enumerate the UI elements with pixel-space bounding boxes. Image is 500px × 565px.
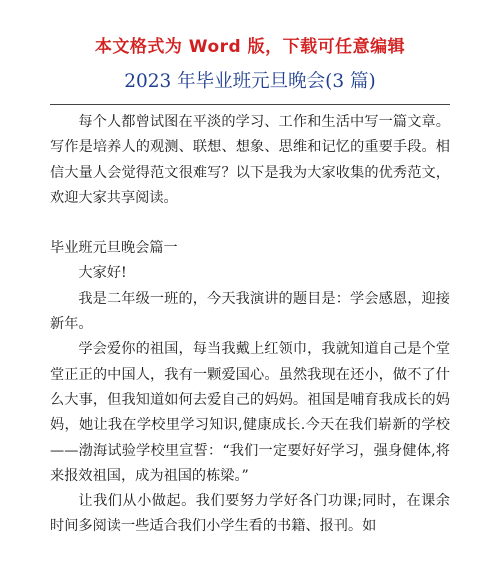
title-divider: [50, 104, 450, 105]
paragraph: 学会爱你的祖国，每当我戴上红领巾，我就知道自己是个堂堂正正的中国人，我有一颗爱国心。虽然我现在还小，做不了什么大事，但我知道如何去爱自己的妈妈。祖国是哺育我成长的妈妈，她让我在学校里学习知识,健康成长.今天在我们崭新的学校——渤海试验学校里宣誓：“我们一定要好好学习，强身健体,将来报效祖国，成为祖国的栋梁。”: [50, 341, 450, 484]
document-body: [50, 110, 450, 540]
document-title: 2023 年毕业班元旦晚会(3 篇): [124, 71, 376, 92]
paragraph: 我是二年级一班的，今天我演讲的题目是：学会感恩，迎接新年。: [50, 290, 450, 333]
format-banner: 本文格式为 Word 版，下载可任意编辑: [94, 37, 406, 57]
paragraph: 大家好!: [78, 265, 127, 282]
section-heading: 毕业班元旦晚会篇一: [50, 240, 178, 257]
blank-line: [50, 211, 450, 236]
paragraph: 让我们从小做起。我们要努力学好各门功课;同时，在课余时间多阅读一些适合我们小学生看的书籍、报刊。如: [50, 493, 450, 535]
intro-paragraph: 每个人都曾试图在平淡的学习、工作和生活中写一篇文章。写作是培养人的观测、联想、想象、思维和记忆的重要手段。相信大量人会觉得范文很难写？以下是我为大家收集的优秀范文，欢迎大家共享阅读。: [50, 114, 450, 206]
